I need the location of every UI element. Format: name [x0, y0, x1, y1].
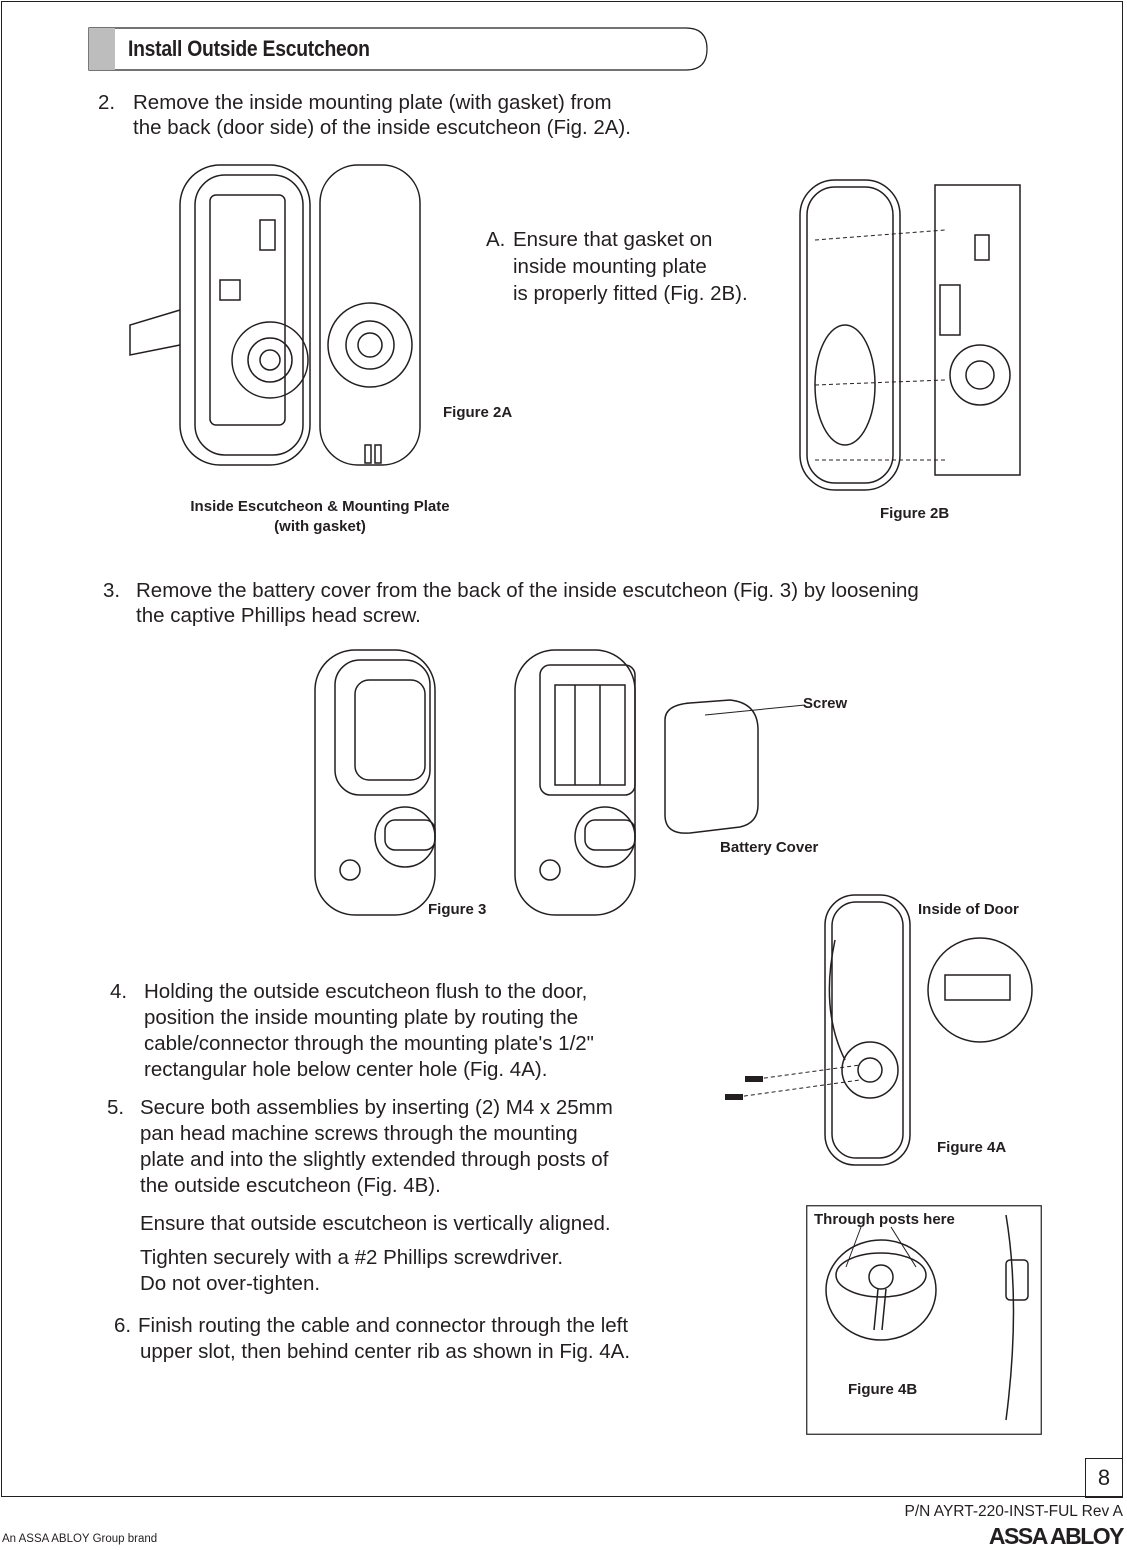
step2-line2: the back (door side) of the inside escutcheon (Fig. 2A). — [133, 116, 631, 139]
step4-line4: rectangular hole below center hole (Fig. 4A). — [144, 1058, 548, 1081]
page-number: 8 — [1097, 1465, 1111, 1490]
step5-line4: the outside escutcheon (Fig. 4B). — [140, 1174, 441, 1197]
figure-3-illustration — [310, 645, 760, 920]
stepA-line2: inside mounting plate — [513, 255, 707, 278]
figure-4a-illustration — [720, 890, 1030, 1170]
figure-2b-label: Figure 2B — [880, 505, 950, 522]
stepA-letter: A. — [486, 228, 506, 251]
step3-line2: the captive Phillips head screw. — [136, 604, 421, 627]
screw-label: Screw — [803, 695, 848, 712]
through-posts-label: Through posts here — [814, 1211, 955, 1228]
battery-cover-label: Battery Cover — [720, 839, 819, 856]
step5-note2-line1: Tighten securely with a #2 Phillips screwdriver. — [140, 1246, 564, 1269]
step5-number: 5. — [107, 1096, 125, 1119]
step6-line1: Finish routing the cable and connector through the left — [138, 1314, 629, 1337]
step5-line2: pan head machine screws through the mounting — [140, 1122, 578, 1145]
figure-4a-label: Figure 4A — [937, 1139, 1007, 1156]
step5-line3: plate and into the slightly extended through posts of — [140, 1148, 609, 1171]
step2-number: 2. — [98, 91, 116, 114]
step5-line1: Secure both assemblies by inserting (2) M4 x 25mm — [140, 1096, 613, 1119]
step5-note1: Ensure that outside escutcheon is vertically aligned. — [140, 1212, 611, 1235]
step2-line1: Remove the inside mounting plate (with gasket) from — [133, 91, 612, 114]
stepA-line3: is properly fitted (Fig. 2B). — [513, 282, 748, 305]
brand-tagline: An ASSA ABLOY Group brand — [2, 1533, 158, 1545]
figure-2a-illustration — [125, 160, 435, 470]
step3-number: 3. — [103, 579, 121, 602]
step4-line3: cable/connector through the mounting plate's 1/2" — [144, 1032, 594, 1055]
step5-note2-line2: Do not over-tighten. — [140, 1272, 321, 1295]
step4-line2: position the inside mounting plate by routing the — [144, 1006, 579, 1029]
step6-number: 6. — [114, 1314, 132, 1337]
step4-line1: Holding the outside escutcheon flush to the door, — [144, 980, 588, 1003]
step6-line2: upper slot, then behind center rib as shown in Fig. 4A. — [140, 1340, 631, 1363]
assa-abloy-logo: ASSA ABLOY — [988, 1523, 1123, 1549]
figure-2a-caption-line2: (with gasket) — [274, 518, 366, 535]
step4-number: 4. — [110, 980, 128, 1003]
figure-2a-caption-line1: Inside Escutcheon & Mounting Plate — [190, 498, 450, 515]
page-number-box — [1085, 1458, 1123, 1498]
figure-4b-label: Figure 4B — [848, 1381, 918, 1398]
figure-3-label: Figure 3 — [428, 901, 487, 918]
section-title: Install Outside Escutcheon — [128, 36, 370, 61]
part-number: P/N AYRT-220-INST-FUL Rev A — [904, 1503, 1123, 1520]
figure-2b-illustration — [795, 175, 1035, 495]
figure-4b-illustration — [806, 1205, 1042, 1435]
figure-2a-label: Figure 2A — [443, 404, 513, 421]
inside-of-door-label: Inside of Door — [918, 901, 1019, 918]
stepA-line1: Ensure that gasket on — [513, 228, 713, 251]
step3-line1: Remove the battery cover from the back of the inside escutcheon (Fig. 3) by loosening — [136, 579, 919, 602]
